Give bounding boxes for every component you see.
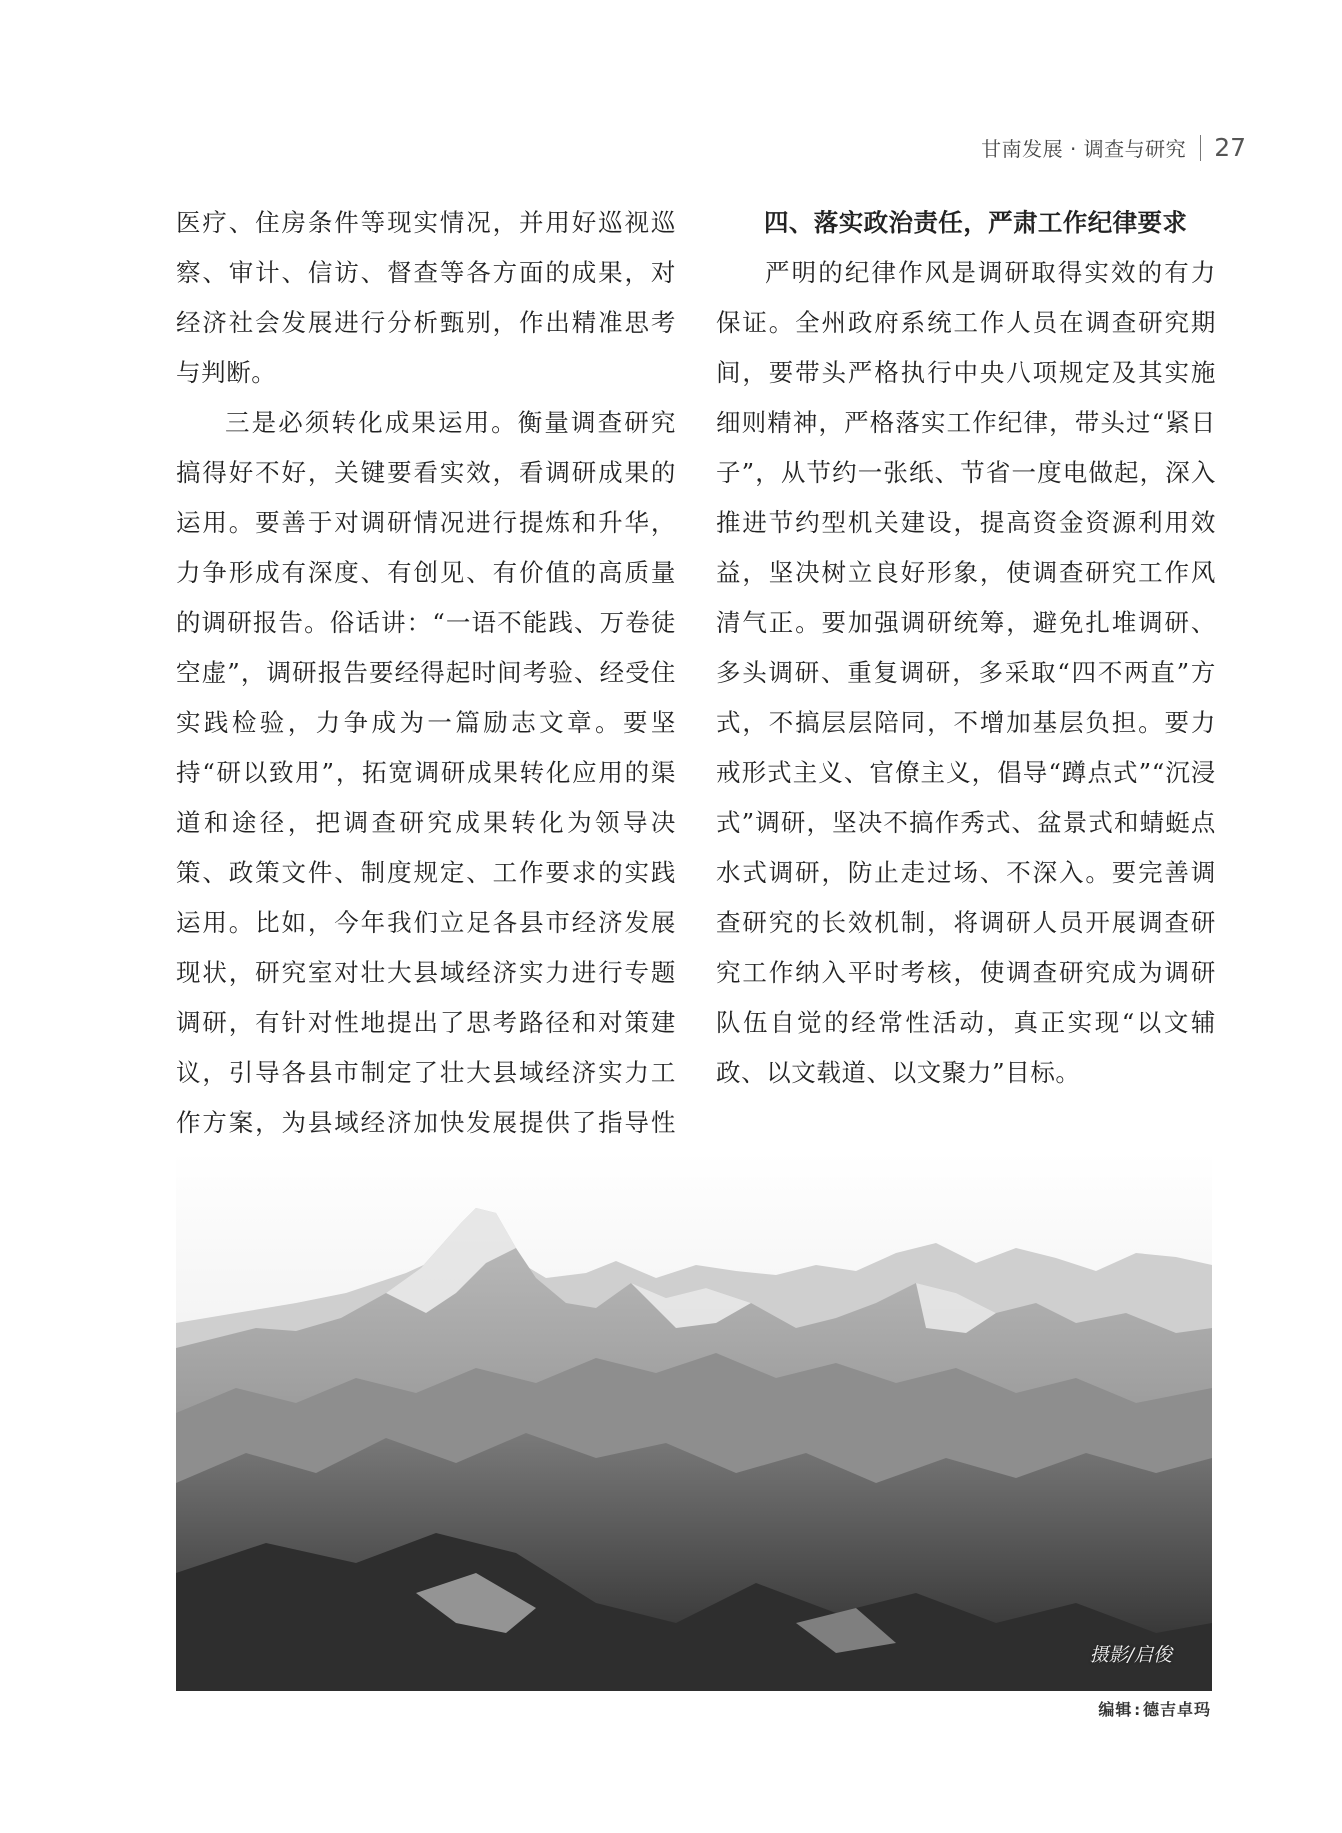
body-paragraph: 三是必须转化成果运用。衡量调查研究搞得好不好，关键要看实效，看调研成果的运用。要善于对调研情况进行提炼和升华，力争形成有深度、有创见、有价值的高质量的调研报告。俗话讲：“一语不能践、万卷徒空虚”，调研报告要经得起时间考验、经受住实践检验，力争成为一篇励志文章。要坚持“研以致用”，拓宽调研成果转化应用的渠道和途径，把调查研究成果转化为领导决策、政策文件、制度规定、工作要求的实践运用。比如，今年我们立足各县市经济发展现状，研究室对壮大县域经济实力进行专题调研，有针对性地提出了思考路径和对策建议，引导各县市制定了壮大县域经济实力工作方案，为县域经济加快发展提供了指导性 (176, 408, 676, 1137)
section-heading: 四、落实政治责任，严肃工作纪律要求 (764, 208, 1188, 237)
header-divider (1200, 135, 1201, 161)
body-paragraph: 严明的纪律作风是调研取得实效的有力保证。全州政府系统工作人员在调查研究期间，要带头严格执行中央八项规定及其实施细则精神，严格落实工作纪律，带头过“紧日子”，从节约一张纸、节省一度电做起，深入推进节约型机关建设，提高资金资源利用效益，坚决树立良好形象，使调查研究工作风清气正。要加强调研统筹，避免扎堆调研、多头调研、重复调研，多采取“四不两直”方式，不搞层层陪同，不增加基层负担。要力戒形式主义、官僚主义，倡导“蹲点式”“沉浸式”调研，坚决不搞作秀式、盆景式和蜻蜓点水式调研，防止走过场、不深入。要完善调查研究的长效机制，将调研人员开展调查研究工作纳入平时考核，使调查研究成为调研队伍自觉的经常性活动，真正实现“以文辅政、以文载道、以文聚力”目标。 (716, 258, 1216, 1087)
left-column (176, 198, 676, 1198)
right-column (716, 198, 1216, 1098)
photo-credit: 摄影/启俊 (1089, 1644, 1172, 1666)
body-paragraph: 医疗、住房条件等现实情况，并用好巡视巡察、审计、信访、督查等各方面的成果，对经济社会发展进行分析甄别，作出精准思考与判断。 (176, 208, 676, 387)
editor-credit: 编辑:德吉卓玛 (1098, 1700, 1211, 1719)
mountain-photo-illustration (176, 1153, 1212, 1691)
page-number: 27 (1214, 133, 1246, 162)
mountain-photo (176, 1153, 1212, 1691)
running-header (981, 133, 1246, 162)
publication-title: 甘南发展 · 调查与研究 (981, 137, 1187, 161)
